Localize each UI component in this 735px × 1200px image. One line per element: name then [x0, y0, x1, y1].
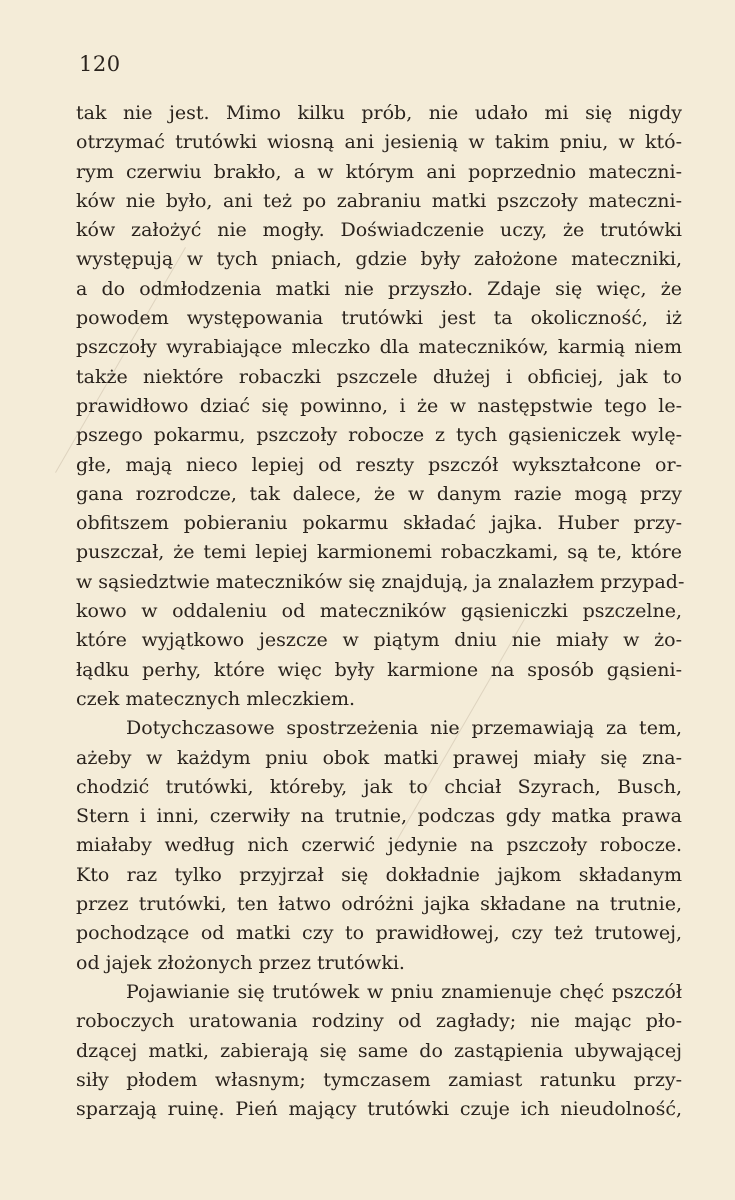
text-line: chodzić trutówki, któreby, jak to chciał Szyrach, Busch, [76, 775, 682, 798]
page-number: 120 [79, 52, 121, 76]
text-line: ażeby w każdym pniu obok matki prawej miały się zna- [76, 746, 682, 769]
text-line: Kto raz tylko przyjrzał się dokładnie jajkom składanym [76, 863, 682, 886]
text-line: występują w tych pniach, gdzie były założone mateczniki, [76, 248, 682, 271]
text-line: ków założyć nie mogły. Doświadczenie uczy, że trutówki [76, 219, 682, 242]
text-line: a do odmłodzenia matki nie przyszło. Zdaje się więc, że [76, 277, 682, 300]
text-line: głe, mają nieco lepiej od reszty pszczół wykształcone or- [76, 453, 682, 476]
text-line: puszczał, że temi lepiej karmionemi robaczkami, są te, które [76, 541, 682, 564]
text-line: siły płodem własnym; tymczasem zamiast ratunku przy- [76, 1068, 682, 1091]
text-line: pszego pokarmu, pszczoły robocze z tych gąsieniczek wylę- [76, 424, 682, 447]
text-line: prawidłowo dziać się powinno, i że w następstwie tego le- [76, 394, 682, 417]
text-line: w sąsiedztwie mateczników się znajdują, ja znalazłem przypad- [76, 570, 685, 593]
text-line: powodem występowania trutówki jest ta okoliczność, iż [76, 307, 682, 330]
text-line: otrzymać trutówki wiosną ani jesienią w takim pniu, w któ- [76, 131, 682, 154]
text-line: obfitszem pobieraniu pokarmu składać jajka. Huber przy- [76, 512, 682, 535]
text-line: od jajek złożonych przez trutówki. [76, 951, 405, 974]
text-line: kowo w oddaleniu od mateczników gąsieniczki pszczelne, [76, 600, 682, 623]
text-line: gana rozrodcze, tak dalece, że w danym razie mogą przy [76, 482, 682, 505]
text-line: pochodzące od matki czy to prawidłowej, czy też trutowej, [76, 922, 682, 945]
text-line: łądku perhy, które więc były karmione na sposób gąsieni- [76, 658, 682, 681]
text-line: rym czerwiu brakło, a w którym ani poprzednio mateczni- [76, 160, 682, 183]
text-line: które wyjątkowo jeszcze w piątym dniu nie miały w żo- [76, 629, 682, 652]
text-line: Pojawianie się trutówek w pniu znamienuje chęć pszczół [126, 980, 682, 1003]
text-line: miałaby według nich czerwić jedynie na pszczoły robocze. [76, 834, 682, 857]
text-line: sparzają ruinę. Pień mający trutówki czuje ich nieudolność, [76, 1098, 682, 1121]
text-line: Stern i inni, czerwiły na trutnie, podczas gdy matka prawa [76, 805, 682, 828]
text-line: dzącej matki, zabierają się same do zastąpienia ubywającej [76, 1039, 682, 1062]
text-line: pszczoły wyrabiające mleczko dla mateczników, karmią niem [76, 336, 682, 359]
text-line: także niektóre robaczki pszczele dłużej i obficiej, jak to [76, 365, 682, 388]
text-line: roboczych uratowania rodziny od zagłady; nie mając pło- [76, 1010, 682, 1033]
text-line: ków nie było, ani też po zabraniu matki pszczoły mateczni- [76, 189, 682, 212]
text-line: tak nie jest. Mimo kilku prób, nie udało mi się nigdy [76, 102, 682, 124]
text-line: czek matecznych mleczkiem. [76, 687, 356, 710]
body-text [76, 99, 685, 1124]
text-line: Dotychczasowe spostrzeżenia nie przemawiają za tem, [126, 717, 682, 740]
text-line: przez trutówki, ten łatwo odróżni jajka składane na trutnie, [76, 893, 682, 916]
